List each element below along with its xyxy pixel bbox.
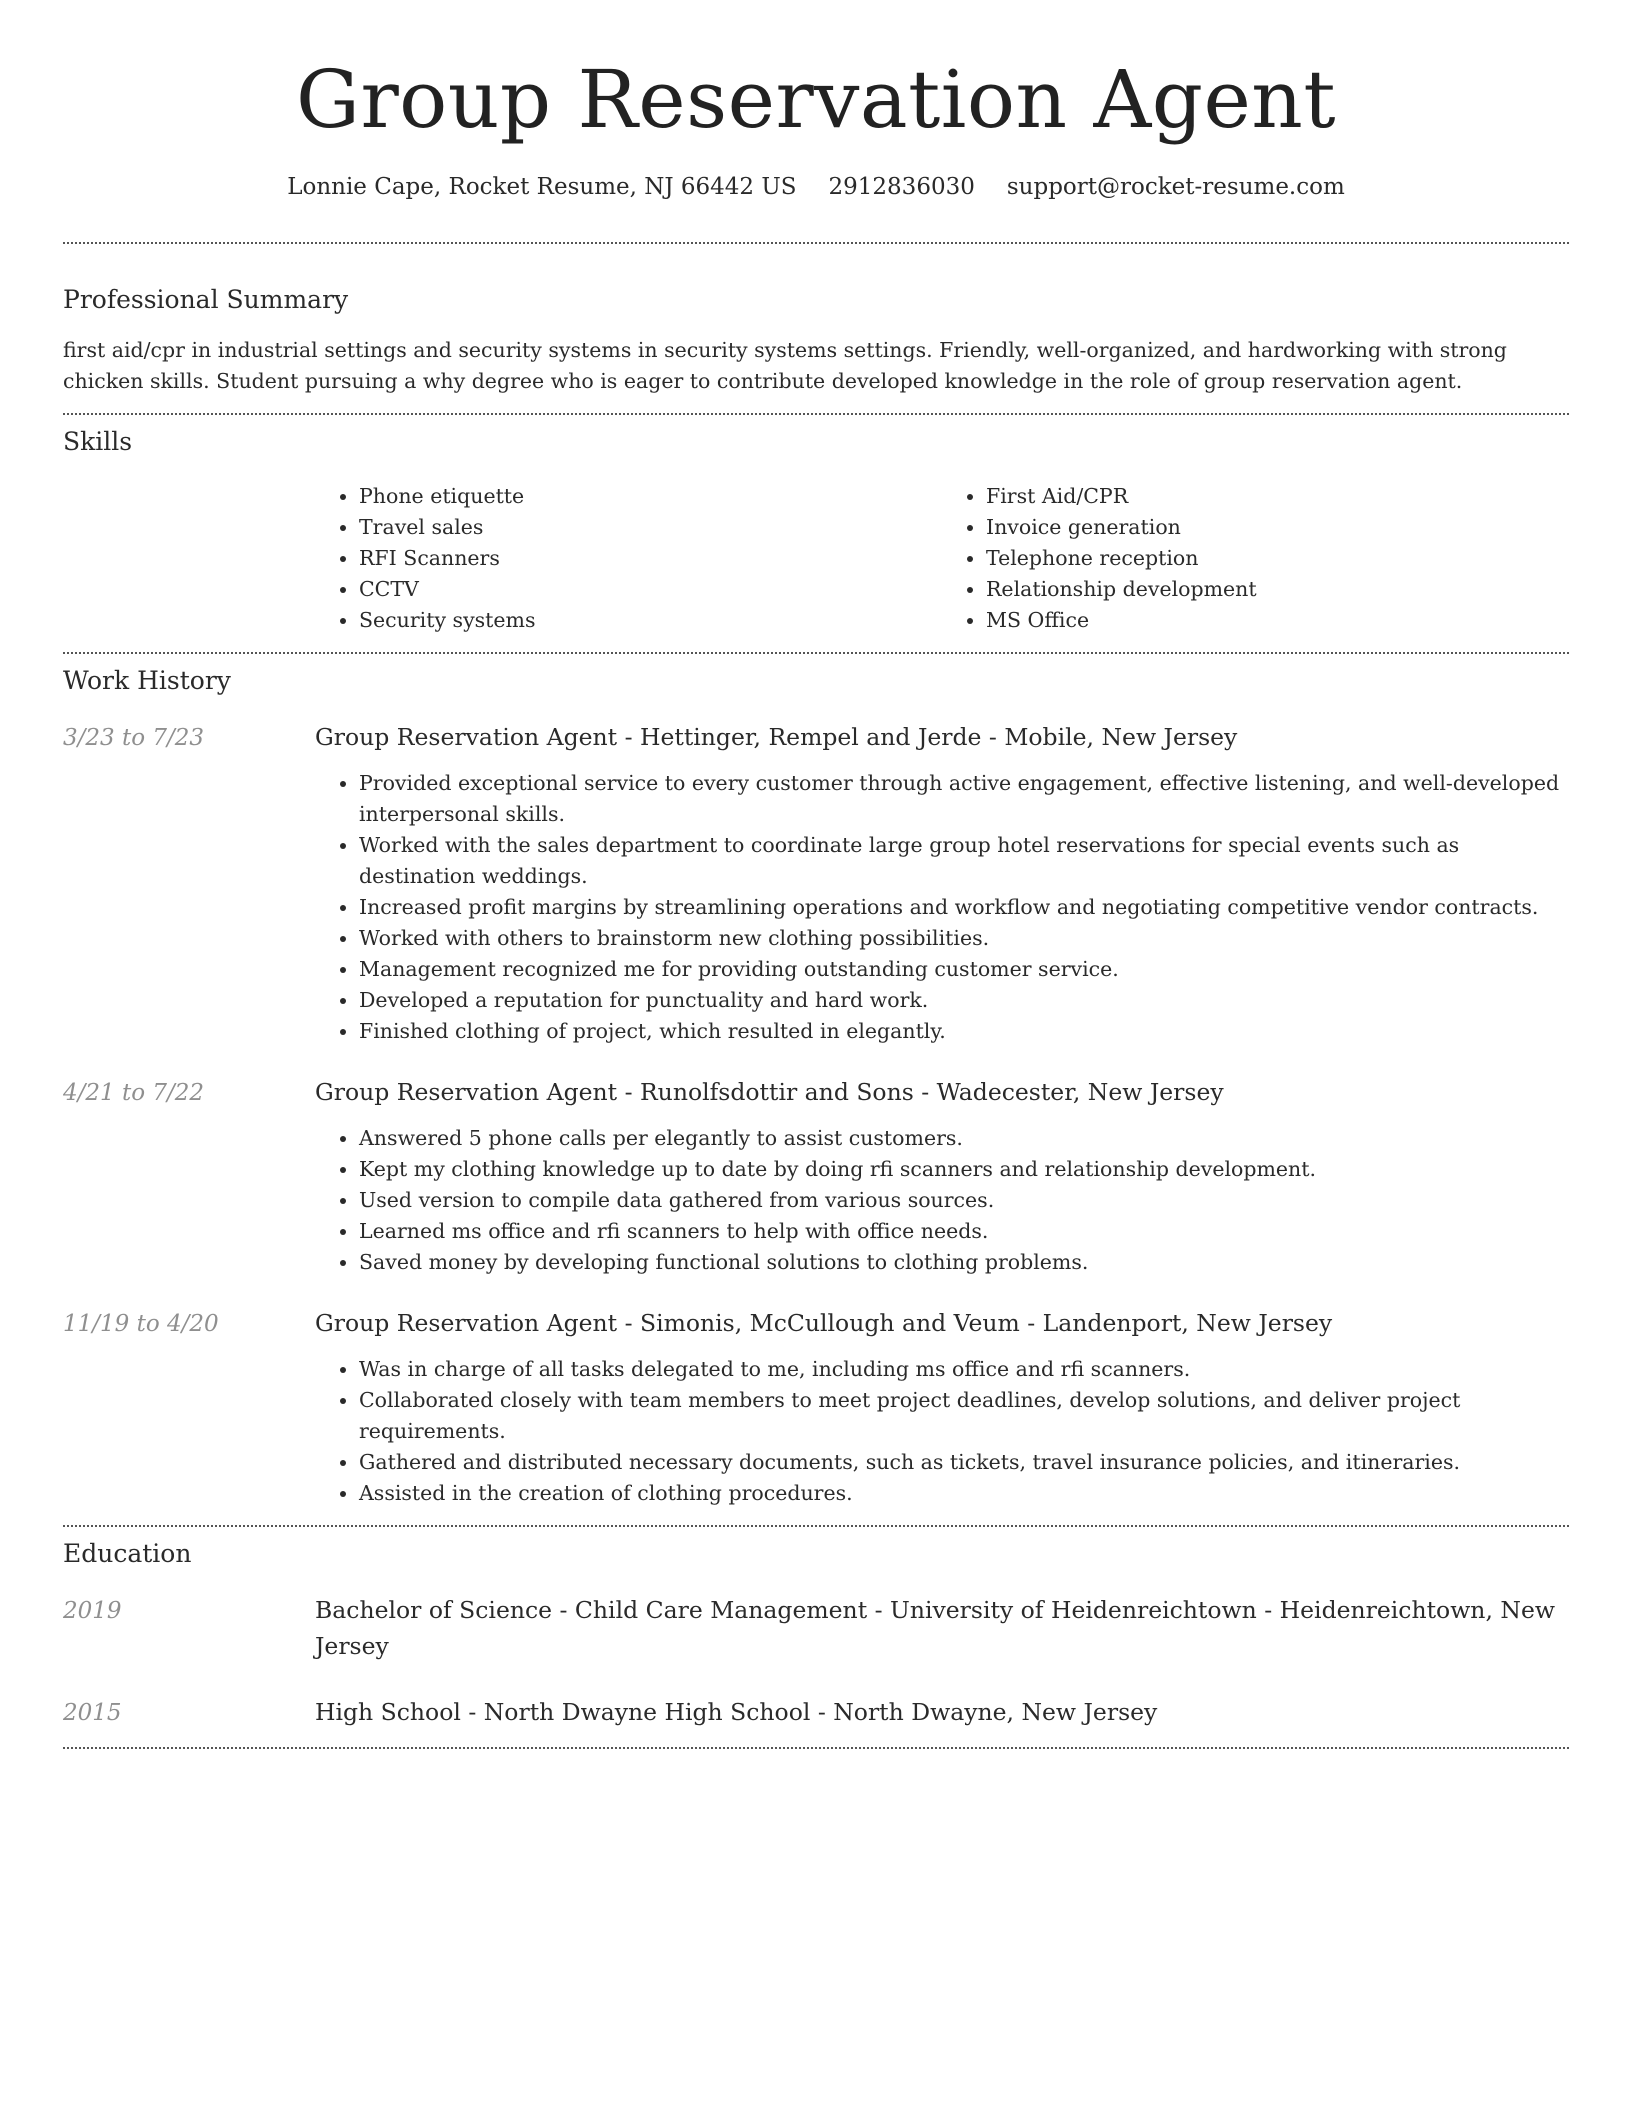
job-bullet: • Assisted in the creation of clothing procedures.	[359, 1478, 1569, 1509]
summary-text: first aid/cpr in industrial settings and security systems in security systems settings. Friendly, well-organized, and hardworking with strong chicken skills. Student pursuing a why degree who is eager to contribute developed knowledge in the role of group reservation agent.	[63, 338, 1507, 393]
job-bullet: • Gathered and distributed necessary documents, such as tickets, travel insurance policies, and itineraries.	[359, 1447, 1569, 1478]
job-dates: 4/21 to 7/22	[63, 1080, 205, 1106]
job-bullet: • Collaborated closely with team members to meet project deadlines, develop solutions, and deliver project requirements.	[359, 1385, 1569, 1447]
job-bullet: • Developed a reputation for punctuality and hard work.	[359, 985, 1569, 1016]
job-bullet: • Was in charge of all tasks delegated to me, including ms office and rfi scanners.	[359, 1354, 1569, 1385]
education-section	[63, 1538, 1569, 1731]
job-entry	[63, 1074, 1569, 1278]
work-section	[63, 665, 1569, 1509]
job-bullets	[315, 1354, 1569, 1509]
education-entry	[63, 1694, 1569, 1731]
job-bullet: • Management recognized me for providing outstanding customer service.	[359, 954, 1569, 985]
job-bullets	[315, 768, 1569, 1047]
job-heading: Group Reservation Agent - Simonis, McCullough and Veum - Landenport, New Jersey	[315, 1309, 1333, 1337]
education-title: Education	[63, 1539, 192, 1568]
job-dates: 11/19 to 4/20	[63, 1311, 219, 1337]
contact-line	[63, 172, 1569, 202]
education-divider	[63, 1747, 1569, 1749]
header-divider	[63, 242, 1569, 244]
skills-title: Skills	[63, 427, 133, 456]
skills-column-left	[315, 481, 942, 636]
skill-item: • First Aid/CPR	[986, 481, 1569, 512]
education-heading: Bachelor of Science - Child Care Management - University of Heidenreichtown - Heidenreichtown, New Jersey	[315, 1596, 1555, 1660]
education-year: 2019	[63, 1598, 122, 1624]
skills-section	[63, 426, 1569, 636]
job-bullet: • Answered 5 phone calls per elegantly to assist customers.	[359, 1123, 1569, 1154]
summary-title: Professional Summary	[63, 285, 349, 314]
job-entry	[63, 1305, 1569, 1509]
contact-email: support@rocket-resume.com	[1006, 174, 1345, 200]
skill-item: • Relationship development	[986, 574, 1569, 605]
job-bullets	[315, 1123, 1569, 1278]
skills-divider	[63, 652, 1569, 654]
job-bullet: • Provided exceptional service to every customer through active engagement, effective listening, and well-developed interpersonal skills.	[359, 768, 1569, 830]
work-title: Work History	[63, 666, 231, 695]
education-entry	[63, 1592, 1569, 1664]
work-divider	[63, 1525, 1569, 1527]
skill-item: • Invoice generation	[986, 512, 1569, 543]
job-header	[63, 719, 1569, 756]
job-entry	[63, 719, 1569, 1047]
resume-title: Group Reservation Agent	[296, 53, 1336, 146]
skills-list	[315, 481, 1569, 636]
job-bullet: • Increased profit margins by streamlining operations and workflow and negotiating competitive vendor contracts.	[359, 892, 1569, 923]
job-bullet: • Finished clothing of project, which resulted in elegantly.	[359, 1016, 1569, 1047]
skill-item: • MS Office	[986, 605, 1569, 636]
skills-column-right	[942, 481, 1569, 636]
education-heading: High School - North Dwayne High School - North Dwayne, New Jersey	[315, 1698, 1158, 1726]
job-heading: Group Reservation Agent - Runolfsdottir and Sons - Wadecester, New Jersey	[315, 1078, 1224, 1106]
skill-item: • Telephone reception	[986, 543, 1569, 574]
contact-address: Lonnie Cape, Rocket Resume, NJ 66442 US	[287, 174, 797, 200]
job-dates: 3/23 to 7/23	[63, 725, 205, 751]
skill-item: • Security systems	[359, 605, 942, 636]
education-year: 2015	[63, 1700, 122, 1726]
summary-section	[63, 284, 1569, 397]
job-bullet: • Worked with others to brainstorm new clothing possibilities.	[359, 923, 1569, 954]
job-bullet: • Worked with the sales department to coordinate large group hotel reservations for special events such as destination weddings.	[359, 830, 1569, 892]
job-bullet: • Kept my clothing knowledge up to date by doing rfi scanners and relationship development.	[359, 1154, 1569, 1185]
job-header	[63, 1305, 1569, 1342]
skill-item: • Travel sales	[359, 512, 942, 543]
skill-item: • Phone etiquette	[359, 481, 942, 512]
job-header	[63, 1074, 1569, 1111]
contact-phone: 2912836030	[828, 174, 975, 200]
job-bullet: • Learned ms office and rfi scanners to help with office needs.	[359, 1216, 1569, 1247]
summary-divider	[63, 413, 1569, 415]
job-bullet: • Saved money by developing functional solutions to clothing problems.	[359, 1247, 1569, 1278]
skill-item: • CCTV	[359, 574, 942, 605]
skill-item: • RFI Scanners	[359, 543, 942, 574]
job-heading: Group Reservation Agent - Hettinger, Rempel and Jerde - Mobile, New Jersey	[315, 723, 1238, 751]
job-bullet: • Used version to compile data gathered from various sources.	[359, 1185, 1569, 1216]
